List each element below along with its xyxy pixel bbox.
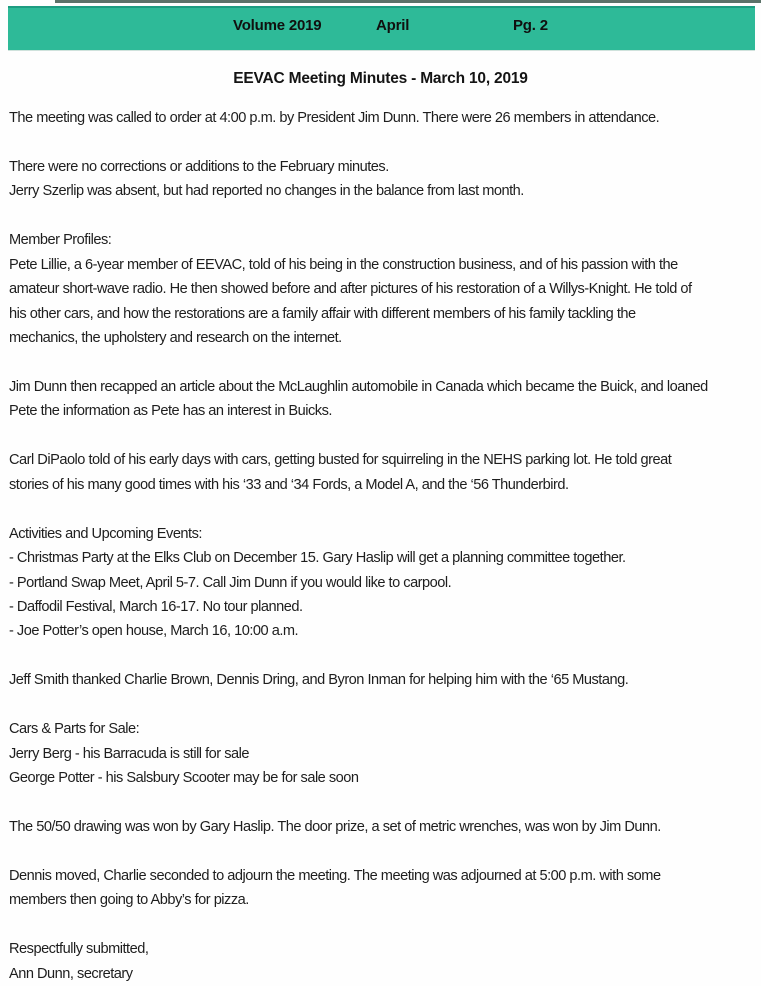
text-line: his other cars, and how the restorations are a family affair with different members of his family tackling the (9, 305, 636, 322)
paragraph (9, 155, 759, 204)
text-line: Cars & Parts for Sale: (9, 721, 140, 738)
text-line: Carl DiPaolo told of his early days with cars, getting busted for squirreling in the NEHS parking lot. He told great (9, 452, 672, 469)
banner-month-label: April (376, 17, 410, 34)
paragraph (9, 106, 759, 130)
paragraph (9, 717, 759, 790)
text-line: amateur short-wave radio. He then showed before and after pictures of his restoration of a Willys-Knight. He told of (9, 281, 692, 298)
text-line: - Joe Potter’s open house, March 16, 10:00 a.m. (9, 623, 299, 640)
text-line: Jerry Berg - his Barracuda is still for sale (9, 745, 249, 762)
document-title: EEVAC Meeting Minutes - March 10, 2019 (233, 70, 528, 87)
text-line: Jeff Smith thanked Charlie Brown, Dennis Dring, and Byron Inman for helping him with the ‘65 Mustang. (9, 672, 629, 689)
text-line: - Christmas Party at the Elks Club on December 15. Gary Haslip will get a planning committee together. (9, 550, 626, 567)
banner-page-number: Pg. 2 (513, 17, 548, 34)
text-line: Ann Dunn, secretary (9, 965, 133, 982)
text-line: Dennis moved, Charlie seconded to adjourn the meeting. The meeting was adjourned at 5:00 p.m. with some (9, 867, 661, 884)
text-line: Activities and Upcoming Events: (9, 525, 202, 542)
paragraph (9, 864, 759, 913)
text-line: George Potter - his Salsbury Scooter may be for sale soon (9, 770, 359, 787)
text-line: There were no corrections or additions to the February minutes. (9, 158, 389, 175)
paragraph (9, 815, 759, 839)
paragraph (9, 937, 759, 986)
text-line: The 50/50 drawing was won by Gary Haslip. The door prize, a set of metric wrenches, was won by Jim Dunn. (9, 819, 661, 836)
document-body (9, 106, 759, 986)
text-line: Jim Dunn then recapped an article about the McLaughlin automobile in Canada which became the Buick, and loaned (9, 378, 708, 395)
text-line: Member Profiles: (9, 232, 112, 249)
paragraph (9, 228, 759, 350)
text-line: Respectfully submitted, (9, 941, 149, 958)
banner-volume-label: Volume 2019 (233, 17, 322, 34)
text-line: The meeting was called to order at 4:00 p.m. by President Jim Dunn. There were 26 members in attendance. (9, 110, 660, 126)
paragraph (9, 448, 759, 497)
text-line: members then going to Abby’s for pizza. (9, 892, 249, 909)
paragraph (9, 668, 759, 692)
text-line: Jerry Szerlip was absent, but had reported no changes in the balance from last month. (9, 183, 524, 200)
paragraph (9, 375, 759, 424)
text-line: Pete the information as Pete has an interest in Buicks. (9, 403, 332, 420)
paragraph (9, 522, 759, 644)
newsletter-banner (8, 6, 755, 50)
text-line: - Daffodil Festival, March 16-17. No tour planned. (9, 598, 303, 615)
text-line: mechanics, the upholstery and research on the internet. (9, 330, 342, 347)
text-line: Pete Lillie, a 6-year member of EEVAC, told of his being in the construction business, and of his passion with the (9, 256, 678, 273)
text-line: stories of his many good times with his ‘33 and ‘34 Fords, a Model A, and the ‘56 Thunderbird. (9, 476, 569, 493)
scan-edge-artifact (55, 0, 761, 3)
text-line: - Portland Swap Meet, April 5-7. Call Jim Dunn if you would like to carpool. (9, 574, 452, 591)
